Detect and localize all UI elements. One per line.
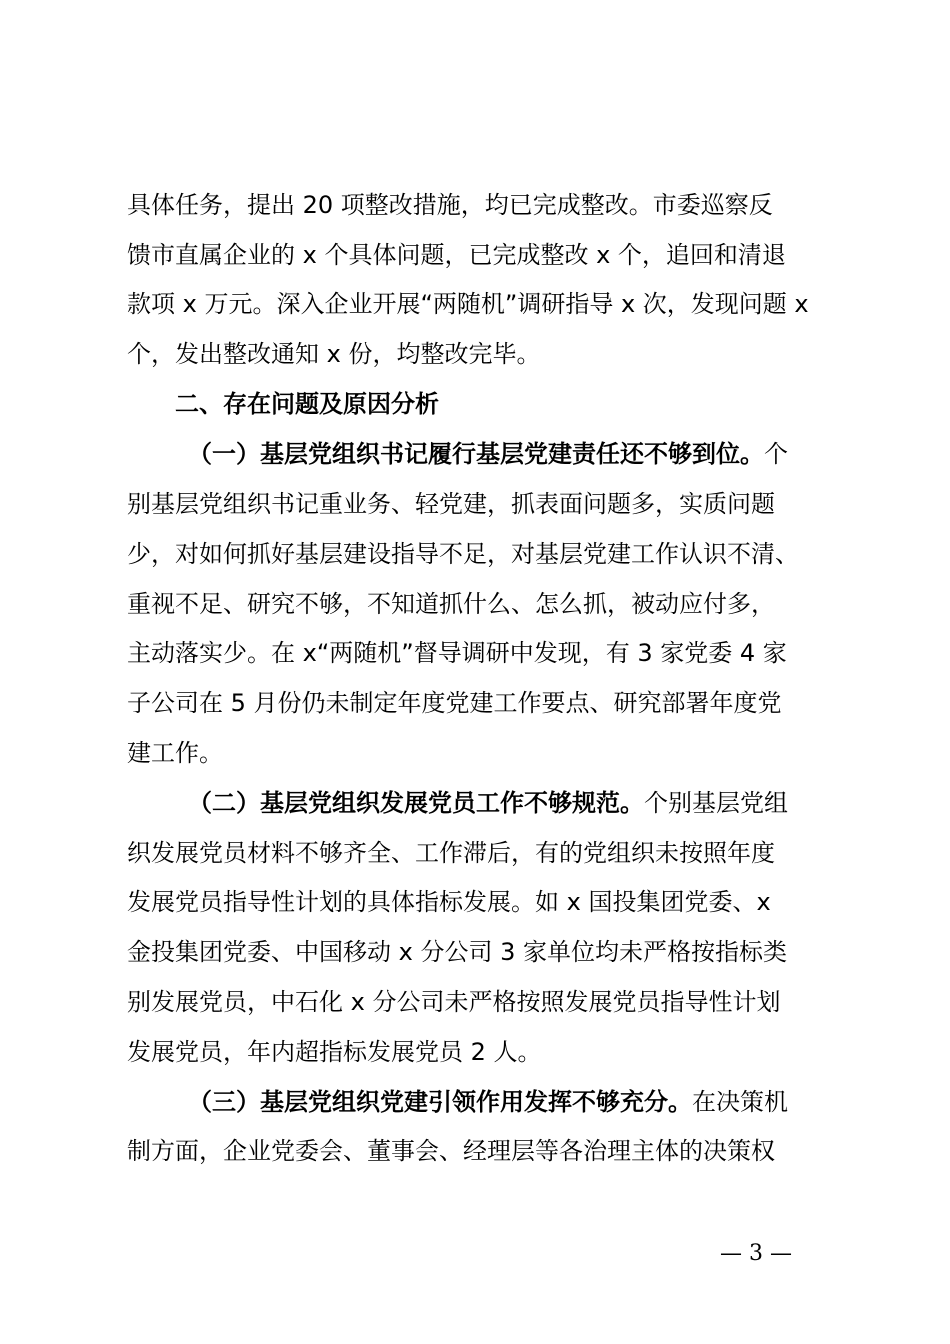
body-text-line: 款项 x 万元。深入企业开展“两随机”调研指导 x 次，发现问题 x [127, 290, 809, 318]
subsection-2-first-line [188, 788, 788, 818]
body-text-line: 织发展党员材料不够齐全、工作滞后，有的党组织未按照年度 [127, 839, 775, 867]
body-text-line: 主动落实少。在 x“两随机”督导调研中发现，有 3 家党委 4 家 [127, 639, 787, 667]
body-text-line: 别基层党组织书记重业务、轻党建，抓表面问题多，实质问题 [127, 490, 775, 518]
body-text-line: 少，对如何抓好基层建设指导不足，对基层党建工作认识不清、 [127, 540, 799, 568]
body-text-line: 馈市直属企业的 x 个具体问题，已完成整改 x 个，追回和清退 [127, 241, 786, 269]
body-text-line: 发展党员，年内超指标发展党员 2 人。 [127, 1038, 542, 1066]
subsection-1-heading: （一）基层党组织书记履行基层党建责任还不够到位。 [188, 440, 764, 468]
subsection-3-heading: （三）基层党组织党建引领作用发挥不够充分。 [188, 1088, 692, 1116]
body-text-line: 具体任务，提出 20 项整改措施，均已完成整改。市委巡察反 [127, 191, 773, 219]
body-text-line: 发展党员指导性计划的具体指标发展。如 x 国投集团党委、x [127, 888, 771, 916]
body-text-line: 建工作。 [127, 739, 223, 767]
subsection-2-first-line-text: 个别基层党组 [644, 789, 788, 817]
subsection-1-first-line-text: 个 [764, 440, 788, 468]
subsection-3-first-line-text: 在决策机 [692, 1088, 788, 1116]
body-text-line: 金投集团党委、中国移动 x 分公司 3 家单位均未严格按指标类 [127, 938, 787, 966]
section-heading: 二、存在问题及原因分析 [175, 390, 439, 418]
subsection-1-first-line [188, 439, 788, 469]
body-text-line: 子公司在 5 月份仍未制定年度党建工作要点、研究部署年度党 [127, 689, 782, 717]
body-text-line: 重视不足、研究不够，不知道抓什么、怎么抓，被动应付多， [127, 590, 775, 618]
body-text-line: 别发展党员，中石化 x 分公司未严格按照发展党员指导性计划 [127, 988, 781, 1016]
subsection-2-heading: （二）基层党组织发展党员工作不够规范。 [188, 789, 644, 817]
body-text-line: 制方面，企业党委会、董事会、经理层等各治理主体的决策权 [127, 1137, 775, 1165]
subsection-3-first-line [188, 1087, 788, 1117]
page-number: — 3 — [720, 1241, 792, 1266]
body-text-line: 个，发出整改通知 x 份，均整改完毕。 [127, 340, 541, 368]
